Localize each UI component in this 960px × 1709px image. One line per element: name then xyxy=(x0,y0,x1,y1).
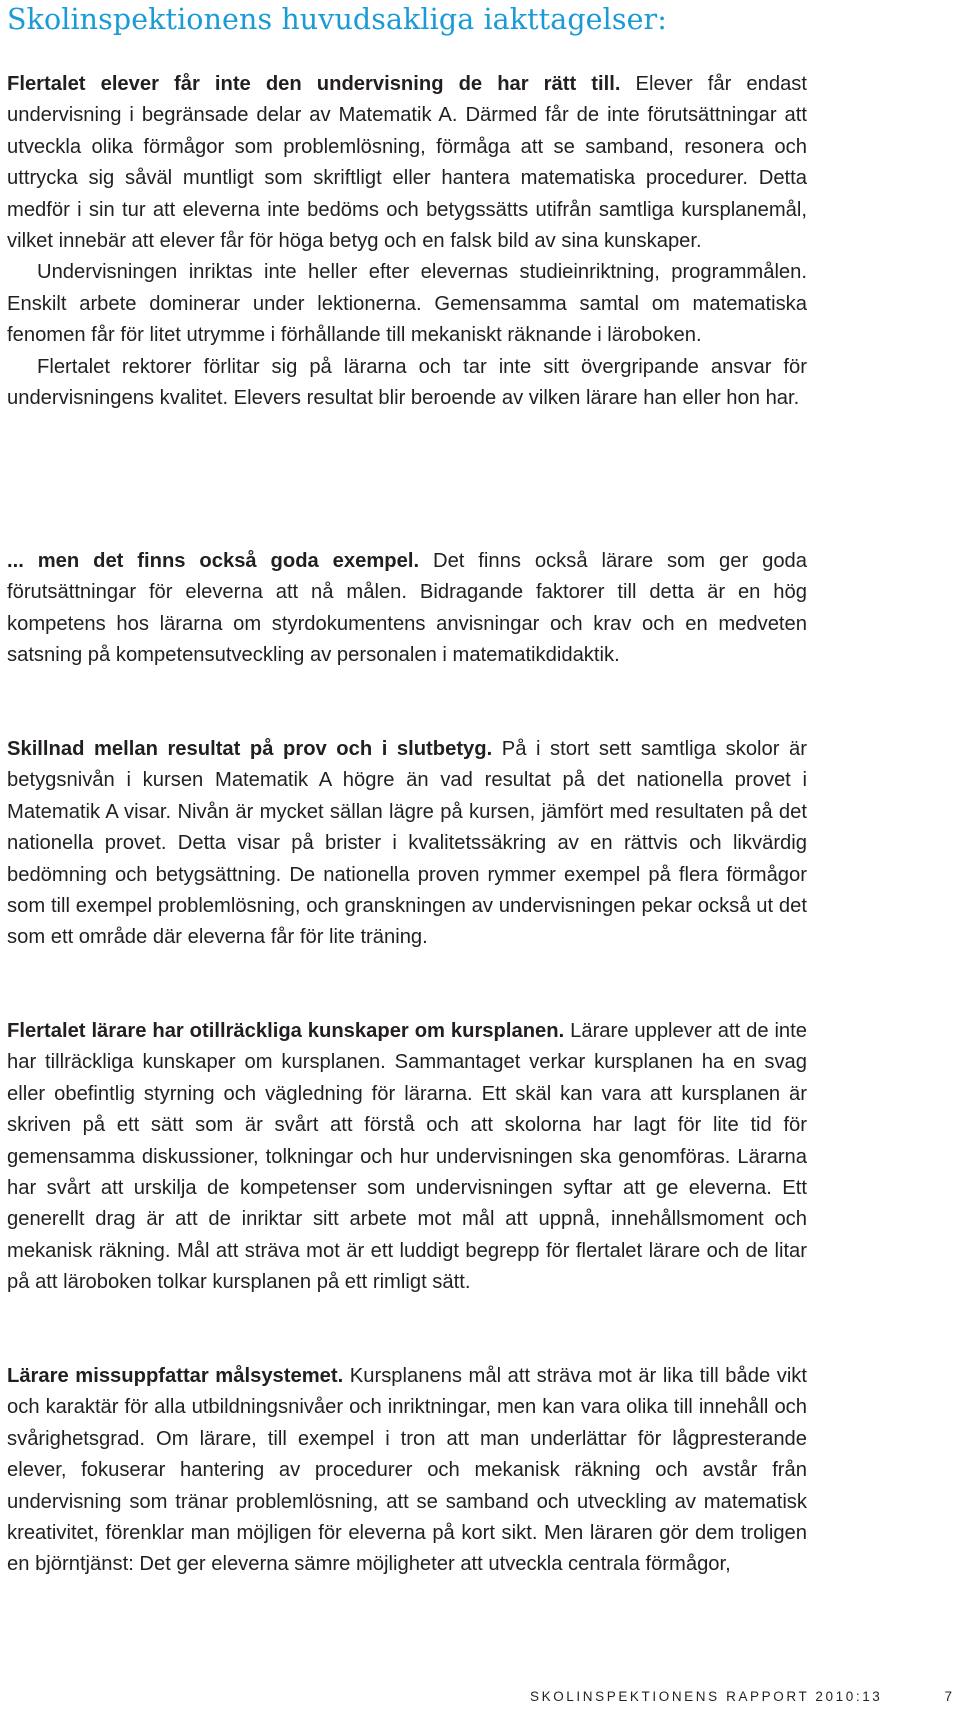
section-main-observations xyxy=(7,69,807,414)
section-good-examples xyxy=(7,546,807,672)
paragraph-text: Undervisningen inriktas inte heller efter elevernas studieinriktning, programmålen. Enskilt arbete dominerar under lektionerna. Gemensamma samtal om matematiska fenomen får för litet utrymme i förhållande till mekaniskt räknande i läroboken. xyxy=(7,261,807,347)
page-title: Skolinspektionens huvudsakliga iakttagelser: xyxy=(7,3,667,36)
paragraph-text: Lärare upplever att de inte har tillräckliga kunskaper om kursplanen. Sammantaget verkar kursplanen ha en svag eller obefintlig styrning och vägledning för lärarna. Ett skäl kan vara att kursplanen är skriven på ett sätt som är svårt att förstå och att skolorna har lagt för lite tid för gemensamma diskussioner, tolkningar och hur undervisningen ska genomföras. Lärarna har svårt att urskilja de kompetenser som undervisningen syftar att ge eleverna. Ett generellt drag är att de inriktar sitt arbete mot mål att uppnå, innehållsmoment och mekanisk räkning. Mål att sträva mot är ett luddigt begrepp för flertalet lärare och de litar på att läroboken tolkar kursplanen på ett rimligt sätt. xyxy=(7,1020,807,1294)
paragraph-lead: ... men det finns också goda exempel. xyxy=(7,550,420,572)
report-name: SKOLINSPEKTIONENS RAPPORT 2010:13 xyxy=(530,1689,883,1704)
paragraph-text: På i stort sett samtliga skolor är betygsnivån i kursen Matematik A högre än vad resultat på det nationella provet i Matematik A visar. Nivån är mycket sällan lägre på kursen, jämfört med resultaten på det nationella provet. Detta visar på brister i kvalitetssäkring av en rättvis och likvärdig bedömning och betygsättning. De nationella proven rymmer exempel på flera förmågor som till exempel problemlösning, och granskningen av undervisningen pekar också ut det som ett område där eleverna får för lite träning. xyxy=(7,738,807,949)
paragraph-lead: Flertalet lärare har otillräckliga kunskaper om kursplanen. xyxy=(7,1020,565,1042)
paragraph-text: Kursplanens mål att sträva mot är lika till både vikt och karaktär för alla utbildningsnivåer och inriktningar, men kan vara olika till innehåll och svårighetsgrad. Om lärare, till exempel i tron att man underlättar för lågpresterande elever, fokuserar hantering av procedurer och mekanisk räkning och avstår från undervisning som tränar problemlösning, att se samband och utveckling av matematisk kreativitet, förenklar man möjligen för eleverna på kort sikt. Men läraren gör dem troligen en björntjänst: Det ger eleverna sämre möjligheter att utveckla centrala förmågor, xyxy=(7,1365,808,1576)
paragraph-lead: Skillnad mellan resultat på prov och i slutbetyg. xyxy=(7,738,493,760)
paragraph xyxy=(7,546,807,672)
paragraph-text: Det finns också lärare som ger goda förutsättningar för eleverna att nå målen. Bidragande faktorer till detta är en hög kompetens hos lärarna om styrdokumentens anvisningar och krav och en medveten satsning på kompetensutveckling av personalen i matematikdidaktik. xyxy=(7,550,807,667)
section-goal-system xyxy=(7,1361,807,1581)
section-curriculum-knowledge xyxy=(7,1016,807,1299)
paragraph xyxy=(7,352,807,415)
paragraph-text: Flertalet rektorer förlitar sig på lärarna och tar inte sitt övergripande ansvar för undervisningens kvalitet. Elevers resultat blir beroende av vilken lärare han eller hon har. xyxy=(7,355,807,410)
page-footer xyxy=(530,1689,952,1705)
section-test-vs-grades xyxy=(7,734,807,954)
paragraph xyxy=(7,1016,807,1299)
paragraph-lead: Flertalet elever får inte den undervisning de har rätt till. xyxy=(7,73,621,95)
page-number: 7 xyxy=(944,1689,952,1704)
paragraph-text: Elever får endast undervisning i begränsade delar av Matematik A. Därmed får de inte förutsättningar att utveckla olika förmågor som problemlösning, förmåga att se samband, resonera och uttrycka sig såväl muntligt som skriftligt eller hantera matematiska procedurer. Detta medför i sin tur att eleverna inte bedöms och betygssätts utifrån samtliga kursplanemål, vilket innebär att elever får för höga betyg och en falsk bild av sina kunskaper. xyxy=(7,73,808,253)
paragraph xyxy=(7,1361,807,1581)
paragraph xyxy=(7,69,807,257)
paragraph xyxy=(7,734,807,954)
paragraph-lead: Lärare missuppfattar målsystemet. xyxy=(7,1365,344,1387)
document-page xyxy=(7,0,808,1576)
paragraph xyxy=(7,257,807,351)
